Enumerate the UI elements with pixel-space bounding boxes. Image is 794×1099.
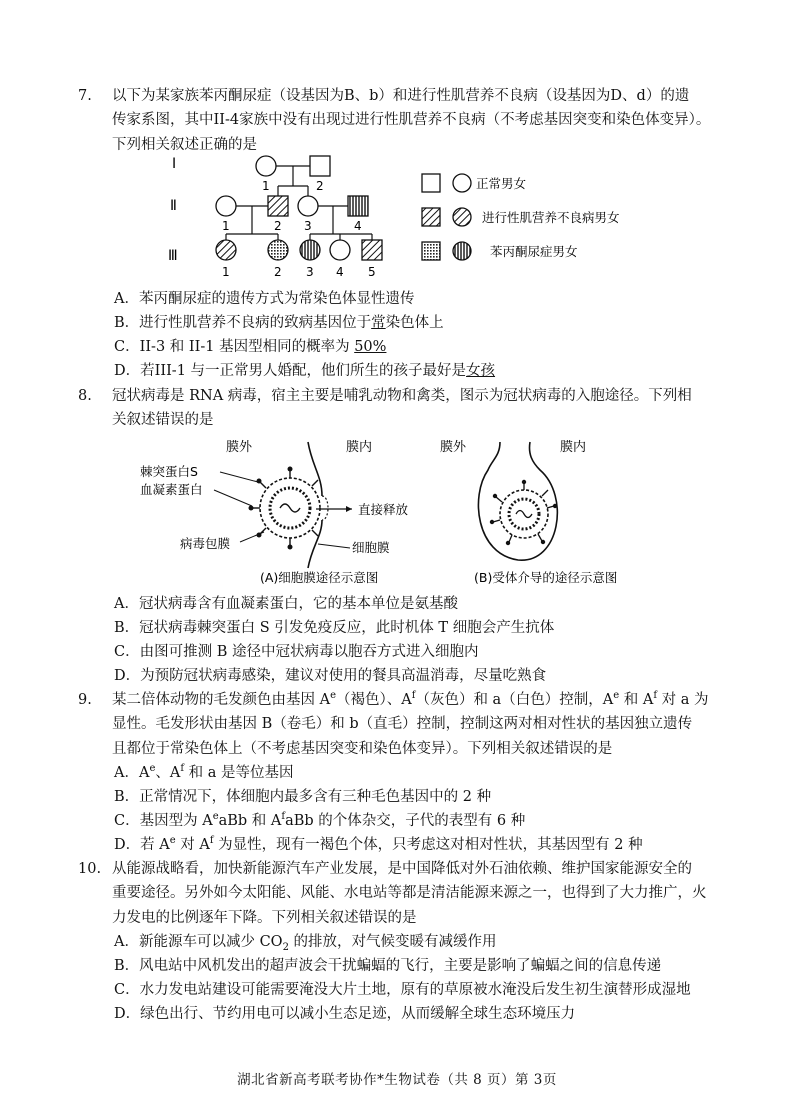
I-1-number: 1 [262,179,270,193]
superscript: e [330,690,337,702]
option-text: aBb 的个体杂交，子代的表型有 6 种 [285,813,526,829]
q8-option-D: D．为预防冠状病毒感染，建议对使用的餐具高温消毒，尽量吃熟食 [114,668,547,684]
III-3-number: 3 [306,265,314,279]
III-5-male-affected-dmd [362,240,382,260]
II-2-male-affected-dmd [268,196,288,216]
stem-line: 从能源战略看，加快新能源汽车产业发展，是中国降低对外石油依赖、维护国家能源安全的 [112,861,692,877]
underlined-text: 50% [354,339,387,355]
stem-line: 重要途径。另外如今太阳能、风能、水电站等都是清洁能源来源之一，也得到了大力推广，火 [112,885,707,902]
I-2-number: 2 [316,179,324,193]
caption-B: (B)受体介导的途径示意图 [474,570,618,585]
q8-option-C: C．由图可推测 B 途径中冠状病毒以胞吞方式进入细胞内 [114,644,479,660]
I-1-female [256,156,276,176]
subscript: 2 [282,941,289,953]
inside-label-A: 膜内 [346,440,373,455]
superscript: f [411,690,416,702]
stem-line: 力发电的比例逐年下降。下列相关叙述错误的是 [112,909,417,926]
q9-option-B: B．正常情况下，体细胞内最多含有三种毛色基因中的 2 种 [114,789,492,805]
III-1-number: 1 [222,265,230,279]
I-2-male [310,156,330,176]
legend-normal-male [422,174,440,192]
III-3-female-affected-pku [300,240,320,260]
generation-label-I: I [172,156,177,172]
q7-option-C [114,335,724,359]
q9-option-D [114,833,724,857]
generation-label-II: Ⅱ [170,198,177,214]
III-2-female-affected-pku [268,240,288,260]
stem-text: 某二倍体动物的毛发颜色由基因 A [112,692,331,708]
generation-label-III: Ⅲ [168,248,178,264]
page-footer: 湖北省新高考联考协作*生物试卷（共 8 页）第 3页 [237,1072,557,1088]
superscript: e [149,763,156,775]
option-text: 的排放，对气候变暖有减缓作用 [288,934,497,950]
superscript: f [209,835,214,847]
cell-membrane-label: 细胞膜 [352,540,390,555]
stem-line: 冠状病毒是 RNA 病毒，宿主主要是哺乳动物和禽类，图示为冠状病毒的入胞途径。下列相 [112,388,692,404]
option-text: 对 A [175,837,210,853]
outside-label-B: 膜外 [440,440,467,455]
option-text: 染色体上 [385,315,444,331]
stem-line: 关叙述错误的是 [112,412,214,429]
direct-release-label: 直接释放 [358,502,409,517]
superscript: f [180,763,185,775]
III-2-number: 2 [274,265,282,279]
superscript: e [169,835,176,847]
q8-option-A: A．冠状病毒含有血凝素蛋白，它的基本单位是氨基酸 [114,596,458,612]
II-4-number: 4 [354,219,362,233]
stem-line: 传家系图，其中II-4家族中没有出现过进行性肌营养不良病（不考虑基因突变和染色体变异）。 [112,112,711,129]
legend-normal-female [453,174,471,192]
stem-text: 对 a 为 [657,692,709,708]
II-3-number: 3 [304,219,312,233]
legend-pku-female [453,242,471,260]
virus-particle-A [249,467,321,550]
q10-option-B: B．风电站中风机发出的超声波会干扰蝙蝠的飞行，主要是影响了蝙蝠之间的信息传递 [114,958,662,974]
legend-pku-male [422,242,440,260]
caption-A: (A)细胞膜途径示意图 [260,570,379,585]
II-1-number: 1 [222,219,230,233]
superscript: f [281,811,286,823]
spike-protein-label: 棘突蛋白S [140,464,198,479]
III-4-number: 4 [336,265,344,279]
q7-option-D [114,359,724,383]
option-text: D．若III-1 与一正常男人婚配，他们所生的孩子最好是 [114,363,467,379]
legend-pku-label: 苯丙酮尿症男女 [490,244,578,259]
q10-option-C: C．水力发电站建设可能需要淹没大片土地，原有的草原被水淹没后发生初生演替形成湿地 [114,982,691,998]
option-text: C．II-3 和 II-1 基因型相同的概率为 [114,339,355,355]
option-text: 、A [155,765,181,781]
viral-envelope-label: 病毒包膜 [180,536,231,551]
q10-option-A [114,930,724,954]
question-7-stem [112,84,720,157]
superscript: f [653,690,658,702]
option-text: B．进行性肌营养不良病的致病基因位于 [114,315,372,331]
II-1-female [216,196,236,216]
option-text: 和 a 是等位基因 [184,765,294,781]
legend-dmd-male [422,208,440,226]
question-10-stem [112,857,720,930]
question-8-stem [112,384,720,433]
virus-entry-diagram [140,436,680,588]
II-2-number: 2 [274,219,282,233]
underlined-text: 常 [371,315,386,331]
III-4-female [330,240,350,260]
q10-option-D: D．绿色出行、节约用电可以减小生态足迹，从而缓解全球生态环境压力 [114,1006,576,1022]
legend-dmd-label: 进行性肌营养不良病男女 [482,210,620,225]
question-number: 9. [78,692,92,708]
question-number: 10. [78,861,102,877]
legend-dmd-female [453,208,471,226]
question-number: 7. [78,88,92,104]
legend-normal-label: 正常男女 [476,176,527,191]
option-text: A．A [114,765,150,781]
q7-option-B [114,311,724,335]
underlined-text: 女孩 [466,363,496,379]
superscript: e [613,690,620,702]
stem-line: 显性。毛发形状由基因 B（卷毛）和 b（直毛）控制，控制这两对相对性状的基因独立遗传 [112,716,693,733]
question-number: 8. [78,388,92,404]
option-text: aBb 和 A [218,813,282,829]
III-5-number: 5 [368,265,376,279]
stem-text: 和 A [619,692,654,708]
option-text: A．新能源车可以减少 CO [114,934,283,950]
outside-label-A: 膜外 [226,440,253,455]
option-text: D．若 A [114,837,170,853]
III-1-female-affected-dmd [216,240,236,260]
stem-text: （褐色）、A [336,692,412,708]
stem-text: （灰色）和 a（白色）控制，A [415,692,614,708]
II-3-female [298,196,318,216]
inside-label-B: 膜内 [560,440,587,455]
option-text: C．基因型为 A [114,813,213,829]
option-text: 为显性，现有一褐色个体，只考虑这对相对性状，其基因型有 2 种 [213,837,643,853]
q7-option-A: A．苯丙酮尿症的遗传方式为常染色体显性遗传 [114,291,415,307]
stem-line: 下列相关叙述正确的是 [112,136,257,153]
q9-option-C [114,809,724,833]
II-4-male-affected-pku [348,196,368,216]
superscript: e [212,811,219,823]
q9-option-A [114,761,724,785]
hemagglutinin-label: 血凝素蛋白 [140,482,203,497]
stem-line [112,688,720,712]
question-9-stem [112,688,720,761]
stem-line: 且都位于常染色体上（不考虑基因突变和染色体变异）。下列相关叙述错误的是 [112,740,613,757]
stem-line: 以下为某家族苯丙酮尿症（设基因为B、b）和进行性肌营养不良病（设基因为D、d）的遗 [112,88,690,104]
q8-option-B: B．冠状病毒棘突蛋白 S 引发免疫反应，此时机体 T 细胞会产生抗体 [114,620,555,636]
virus-particle-B [490,480,557,545]
pedigree-diagram [160,148,660,288]
